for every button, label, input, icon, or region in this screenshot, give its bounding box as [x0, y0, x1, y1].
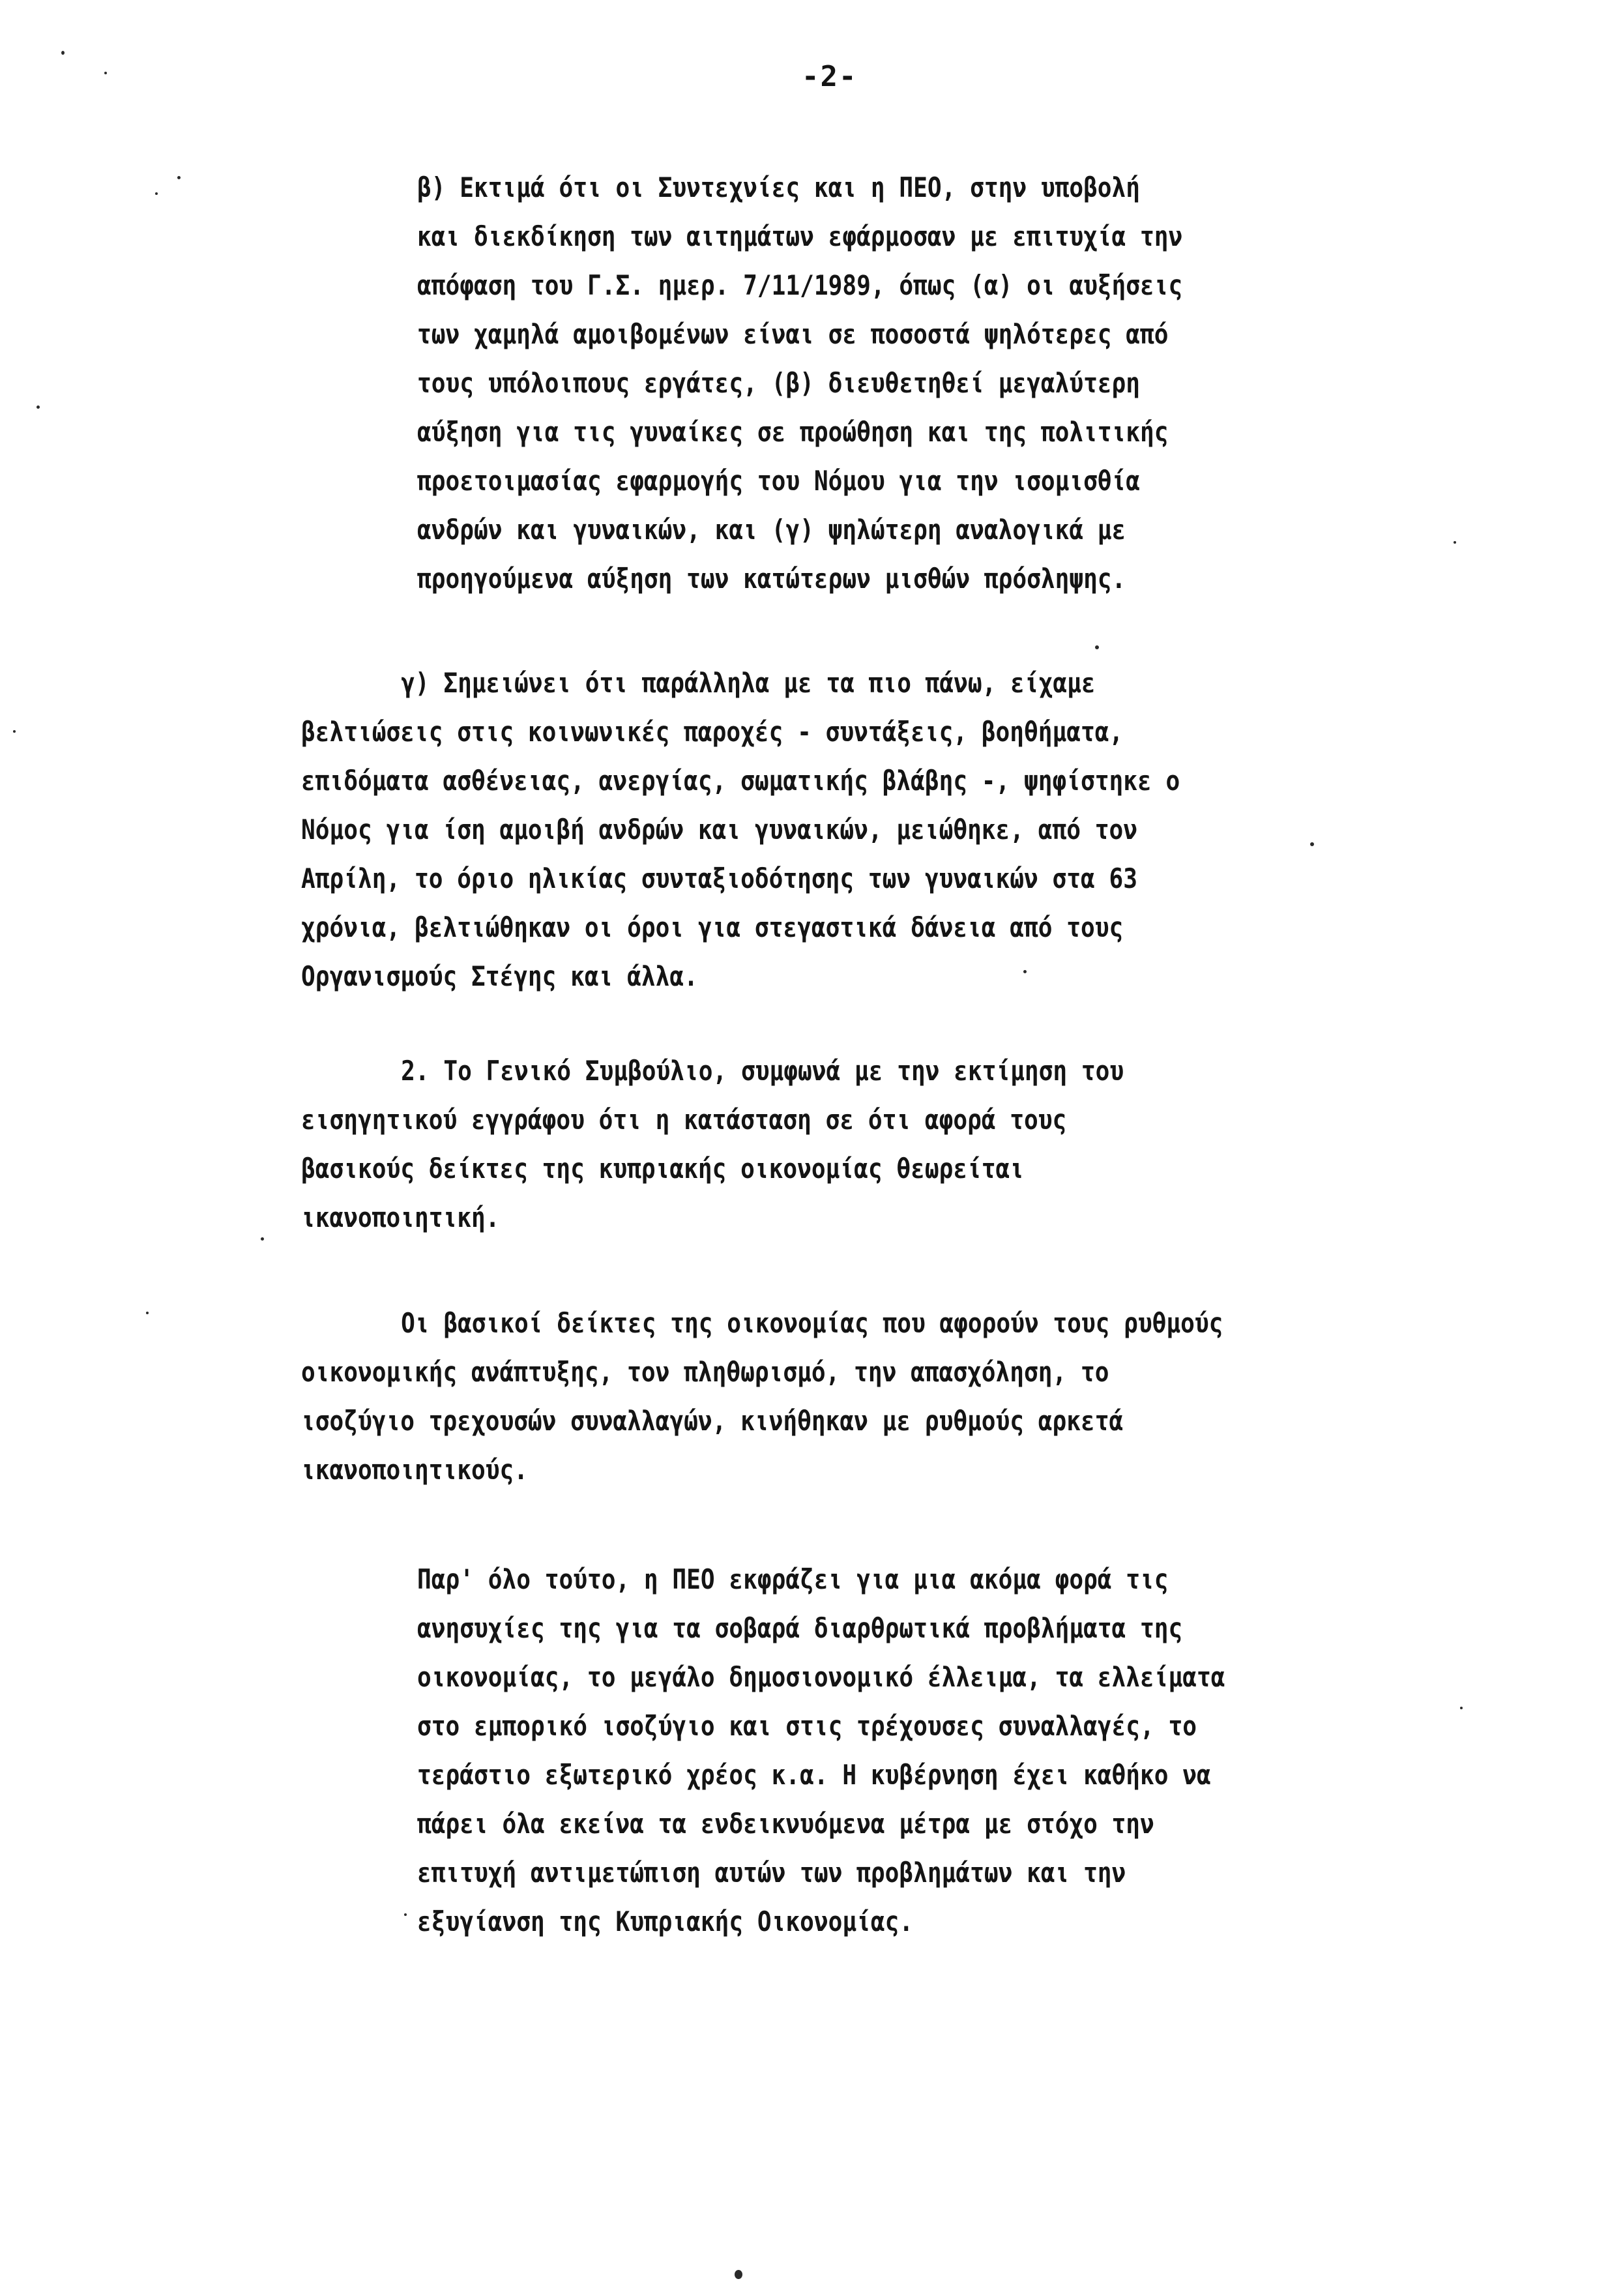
scan-speck [155, 192, 158, 195]
paragraph-beta [417, 163, 1307, 603]
text-line: των χαμηλά αμοιβομένων είναι σε ποσοστά ψηλότερες από [417, 318, 1169, 350]
paragraph-economic-indicators [301, 1299, 1373, 1494]
text-line: προηγούμενα αύξηση των κατώτερων μισθών πρόσληψης. [417, 563, 1126, 595]
text-line: ανησυχίες της για τα σοβαρά διαρθρωτικά προβλήματα της [417, 1612, 1183, 1644]
scan-speck [1023, 970, 1027, 973]
scan-speck [1460, 1707, 1463, 1709]
text-line: τους υπόλοιπους εργάτες, (β) διευθετηθεί μεγαλύτερη [417, 367, 1141, 399]
text-line: ικανοποιητική. [301, 1201, 500, 1233]
scan-speck [177, 176, 181, 179]
scan-speck [146, 1312, 149, 1314]
text-line: και διεκδίκηση των αιτημάτων εφάρμοσαν με επιτυχία την [417, 220, 1183, 252]
scan-speck [37, 405, 40, 409]
text-line: β) Εκτιμά ότι οι Συντεχνίες και η ΠΕΟ, στην υποβολή [417, 171, 1141, 203]
text-line: επιτυχή αντιμετώπιση αυτών των προβλημάτων και την [417, 1857, 1126, 1889]
text-line: βασικούς δείκτες της κυπριακής οικονομίας θεωρείται [301, 1153, 1025, 1185]
scan-speck [61, 51, 65, 55]
text-line: απόφαση του Γ.Σ. ημερ. 7/11/1989, όπως (α) οι αυξήσεις [417, 269, 1183, 301]
text-line: γ) Σημειώνει ότι παράλληλα με τα πιο πάνω, είχαμε [401, 667, 1096, 699]
text-line: ισοζύγιο τρεχουσών συναλλαγών, κινήθηκαν με ρυθμούς αρκετά [301, 1405, 1124, 1437]
paragraph-section-2 [301, 1046, 1258, 1242]
scan-speck [404, 1913, 407, 1916]
text-line: 2. Το Γενικό Συμβούλιο, συμφωνά με την εκτίμηση του [401, 1055, 1124, 1087]
text-line: αύξηση για τις γυναίκες σε προώθηση και της πολιτικής [417, 416, 1169, 448]
scan-speck [1095, 645, 1099, 649]
paragraph-concerns [417, 1555, 1356, 1946]
text-line: επιδόματα ασθένειας, ανεργίας, σωματικής βλάβης -, ψηφίστηκε ο [301, 765, 1180, 797]
text-line: οικονομικής ανάπτυξης, τον πληθωρισμό, την απασχόληση, το [301, 1356, 1109, 1388]
scan-speck [735, 2270, 742, 2279]
text-line: οικονομίας, το μεγάλο δημοσιονομικό έλλειμα, τα ελλείματα [417, 1661, 1225, 1693]
text-line: χρόνια, βελτιώθηκαν οι όροι για στεγαστικά δάνεια από τους [301, 911, 1124, 943]
text-line: βελτιώσεις στις κοινωνικές παροχές - συντάξεις, βοηθήματα, [301, 716, 1124, 748]
scan-speck [13, 730, 16, 733]
scan-speck [1454, 541, 1456, 544]
text-line: πάρει όλα εκείνα τα ενδεικνυόμενα μέτρα με στόχο την [417, 1808, 1154, 1840]
page-number: -2- [802, 60, 858, 93]
scan-speck [104, 72, 107, 74]
text-line: ικανοποιητικούς. [301, 1454, 528, 1486]
text-line: Παρ' όλο τούτο, η ΠΕΟ εκφράζει για μια ακόμα φορά τις [417, 1563, 1169, 1595]
scan-speck [1310, 842, 1314, 846]
paragraph-gamma [301, 658, 1323, 1001]
text-line: προετοιμασίας εφαρμογής του Νόμου για την ισομισθία [417, 465, 1141, 497]
text-line: στο εμπορικό ισοζύγιο και στις τρέχουσες συναλλαγές, το [417, 1710, 1197, 1742]
text-line: Οι βασικοί δείκτες της οικονομίας που αφορούν τους ρυθμούς [401, 1307, 1223, 1339]
text-line: Απρίλη, το όριο ηλικίας συνταξιοδότησης των γυναικών στα 63 [301, 862, 1138, 894]
text-line: εισηγητικού εγγράφου ότι η κατάσταση σε ότι αφορά τους [301, 1104, 1067, 1136]
scan-speck [261, 1237, 264, 1241]
text-line: ανδρών και γυναικών, και (γ) ψηλώτερη αναλογικά με [417, 514, 1126, 546]
text-line: εξυγίανση της Κυπριακής Οικονομίας. [417, 1906, 914, 1937]
text-line: Νόμος για ίση αμοιβή ανδρών και γυναικών, μειώθηκε, από τον [301, 814, 1138, 846]
text-line: τεράστιο εξωτερικό χρέος κ.α. Η κυβέρνηση έχει καθήκο να [417, 1759, 1211, 1791]
text-line: Οργανισμούς Στέγης και άλλα. [301, 960, 698, 992]
